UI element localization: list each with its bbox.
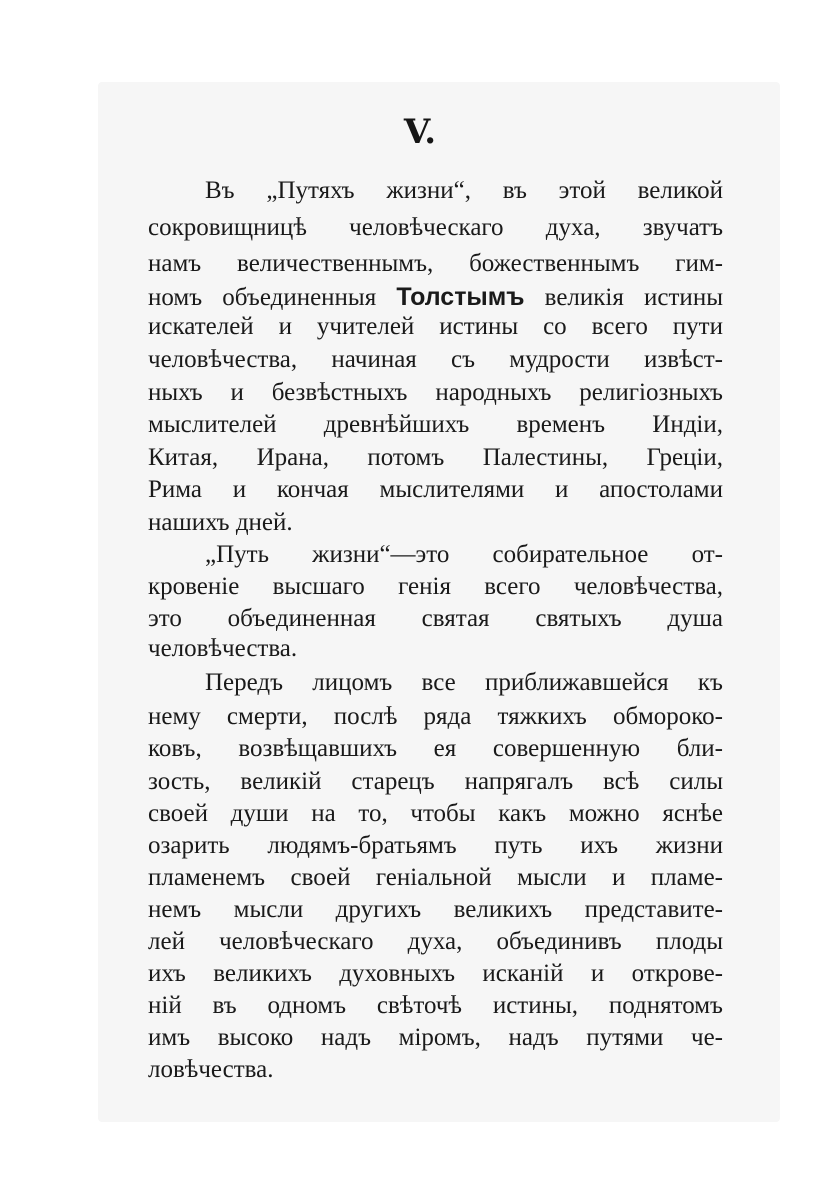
paragraph-3-line-2: нему смерти, послѣ ряда тяжкихъ обмороко- bbox=[148, 703, 723, 730]
paragraph-1-line-8: мыслителей древнѣйшихъ временъ Индіи, bbox=[148, 411, 723, 438]
paragraph-3-line-1: Передъ лицомъ все приближавшейся къ bbox=[205, 669, 723, 696]
paragraph-1-line-7: ныхъ и безвѣстныхъ народныхъ религіозныхъ bbox=[148, 379, 723, 406]
author-name-bold: Толстымъ bbox=[396, 283, 525, 311]
paragraph-1-line-10: Рима и кончая мыслителями и апостолами bbox=[148, 476, 723, 503]
paragraph-3-line-7: пламенемъ своей геніальной мысли и пламе- bbox=[148, 864, 723, 891]
paragraph-3-line-8: немъ мысли другихъ великихъ представите- bbox=[148, 896, 723, 923]
paragraph-1-line-3: намъ величественнымъ, божественнымъ гим- bbox=[148, 250, 723, 277]
paragraph-2-line-3: это объединенная святая святыхъ душа bbox=[148, 605, 723, 632]
paragraph-3-line-9: лей человѣческаго духа, объединивъ плоды bbox=[148, 928, 723, 955]
paragraph-2-line-4: человѣчества. bbox=[148, 635, 298, 662]
text-run: великія истины bbox=[524, 284, 723, 311]
paragraph-3-line-13: ловѣчества. bbox=[148, 1056, 274, 1083]
paragraph-3-line-11: ній въ одномъ свѣточѣ истины, поднятомъ bbox=[148, 992, 723, 1019]
text-run: номъ объединенныя bbox=[148, 284, 397, 311]
paragraph-3-line-3: ковъ, возвѣщавшихъ ея совершенную бли- bbox=[148, 735, 723, 762]
paragraph-1-line-5: искателей и учителей истины со всего пути bbox=[148, 313, 723, 340]
paragraph-1-line-1: Въ „Путяхъ жизни“, въ этой великой bbox=[205, 177, 723, 204]
paragraph-3-line-12: имъ высоко надъ міромъ, надъ путями че- bbox=[148, 1024, 723, 1051]
paragraph-1-line-2: сокровищницѣ человѣческаго духа, звучатъ bbox=[148, 214, 723, 241]
paragraph-3-line-5: своей души на то, чтобы какъ можно яснѣе bbox=[148, 800, 723, 827]
paragraph-3-line-4: зость, великій старецъ напрягалъ всѣ силы bbox=[148, 768, 723, 795]
paragraph-3-line-6: озарить людямъ-братьямъ путь ихъ жизни bbox=[148, 832, 723, 859]
paragraph-1-line-6: человѣчества, начиная съ мудрости извѣст- bbox=[148, 346, 723, 373]
paragraph-1-line-11: нашихъ дней. bbox=[148, 509, 293, 536]
paragraph-2-line-2: кровеніе высшаго генія всего человѣчества, bbox=[148, 573, 723, 600]
paragraph-3-line-10: ихъ великихъ духовныхъ исканій и открове- bbox=[148, 960, 723, 987]
paragraph-1-line-4 bbox=[148, 280, 723, 314]
chapter-heading: V. bbox=[403, 112, 437, 152]
paragraph-2-line-1: „Путь жизни“—это собирательное от- bbox=[205, 541, 723, 568]
paragraph-1-line-9: Китая, Ирана, потомъ Палестины, Греціи, bbox=[148, 444, 723, 471]
